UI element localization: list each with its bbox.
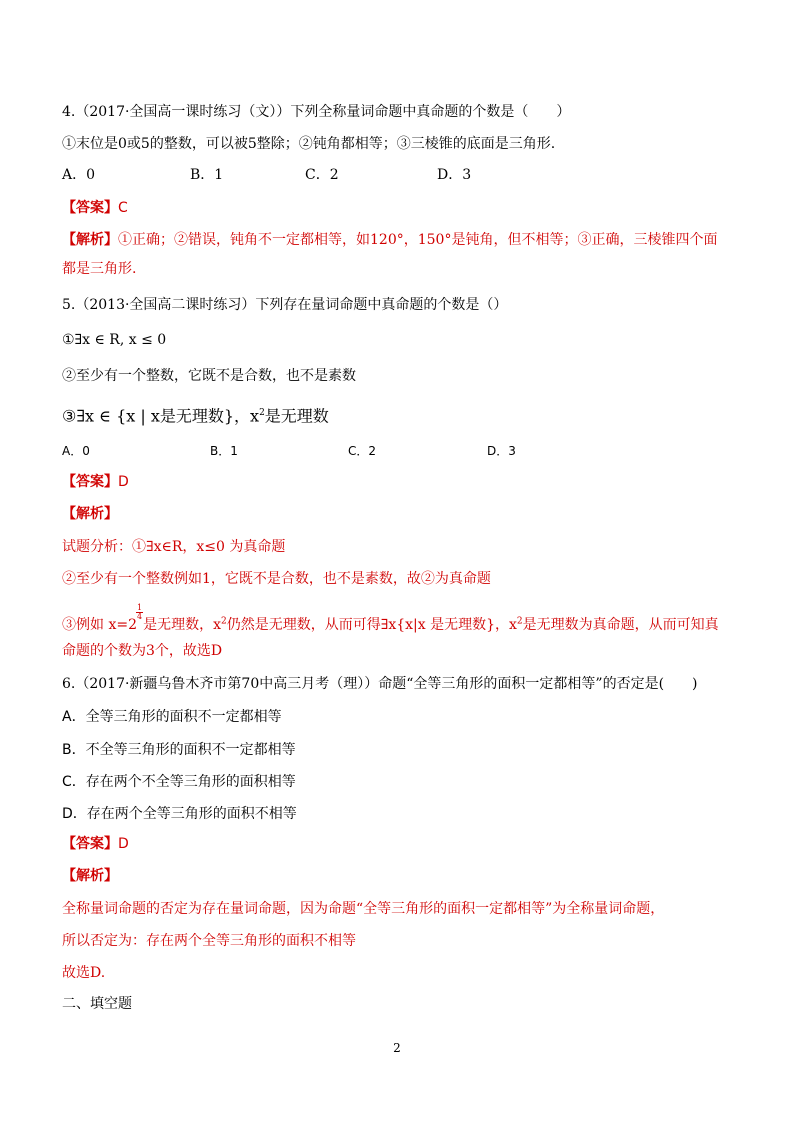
q4-analysis-cont: 都是三角形. xyxy=(62,261,137,277)
q6-answer: 【答案】D xyxy=(62,836,129,852)
q4-option-c: C．2 xyxy=(305,167,339,183)
q5-answer: 【答案】D xyxy=(62,474,129,490)
q5-analysis-3: ③例如 x=2 $\frac{1}{4}$是无理数，$x^2$仍然是无理数，从而可得∃x{x|x 是无理数}，$x^2$是无理数为真命题，从而可知真 xyxy=(62,603,719,633)
answer-tag: 【答案】 xyxy=(62,200,118,216)
q4-items: ①末位是0或5的整数，可以被5整除；②钝角都相等；③三棱锥的底面是三角形. xyxy=(62,136,556,152)
analysis-tag: 【解析】 xyxy=(62,232,118,248)
q6-option-a: A．全等三角形的面积不一定都相等 xyxy=(62,709,282,725)
q4-option-d: D．3 xyxy=(437,167,472,183)
q6-option-d: D．存在两个全等三角形的面积不相等 xyxy=(62,806,297,822)
section-heading: 二、填空题 xyxy=(62,996,132,1012)
q5-analysis-2: ②至少有一个整数例如1，它既不是合数，也不是素数，故②为真命题 xyxy=(62,571,491,587)
q5-analysis-tag: 【解析】 xyxy=(62,506,118,522)
q4-answer xyxy=(62,198,128,218)
q5-stem: 5.（2013·全国高二课时练习）下列存在量词命题中真命题的个数是（） xyxy=(62,297,508,313)
q6-option-c: C．存在两个不全等三角形的面积相等 xyxy=(62,774,296,790)
q6-analysis-1: 全称量词命题的否定为存在量词命题，因为命题“全等三角形的面积一定都相等”为全称量词命题， xyxy=(62,901,665,917)
q5-option-c: C．2 xyxy=(348,444,377,458)
q5-analysis-1: 试题分析：①∃x∈R，x≤0 为真命题 xyxy=(62,539,286,555)
q6-analysis-3: 故选D. xyxy=(62,965,106,981)
q5-analysis-4: 命题的个数为3个，故选D xyxy=(62,643,223,659)
q6-option-b: B．不全等三角形的面积不一定都相等 xyxy=(62,742,296,758)
q4-option-a: A．0 xyxy=(62,167,96,183)
q5-item-2: ②至少有一个整数，它既不是合数，也不是素数 xyxy=(62,368,356,384)
q5-option-b: B．1 xyxy=(210,444,238,458)
q4-analysis xyxy=(62,230,717,250)
q4-stem: 4.（2017·全国高一课时练习（文））下列全称量词命题中真命题的个数是（ ） xyxy=(62,104,571,120)
answer-value: C xyxy=(118,200,128,216)
analysis-text: ①正确；②错误，钝角不一定都相等，如120°，150°是钝角，但不相等；③正确，三棱锥四个面 xyxy=(118,232,718,248)
q5-option-a: A．0 xyxy=(62,444,90,458)
q5-item-3: ③∃x ∈ {x | x是无理数}，$x^2$是无理数 xyxy=(62,406,329,426)
q6-analysis-tag: 【解析】 xyxy=(62,868,118,884)
fraction: $\frac{1}{4}$ xyxy=(137,603,143,621)
q5-option-d: D．3 xyxy=(487,444,516,458)
page-number: 2 xyxy=(393,1041,401,1055)
q4-option-b: B．1 xyxy=(190,167,224,183)
q5-item-1: ①∃x ∈ R, x ≤ 0 xyxy=(62,332,167,348)
q6-analysis-2: 所以否定为：存在两个全等三角形的面积不相等 xyxy=(62,933,356,949)
q6-stem: 6.（2017·新疆乌鲁木齐市第70中高三月考（理））命题“全等三角形的面积一定都相等”的否定是( ) xyxy=(62,676,698,692)
